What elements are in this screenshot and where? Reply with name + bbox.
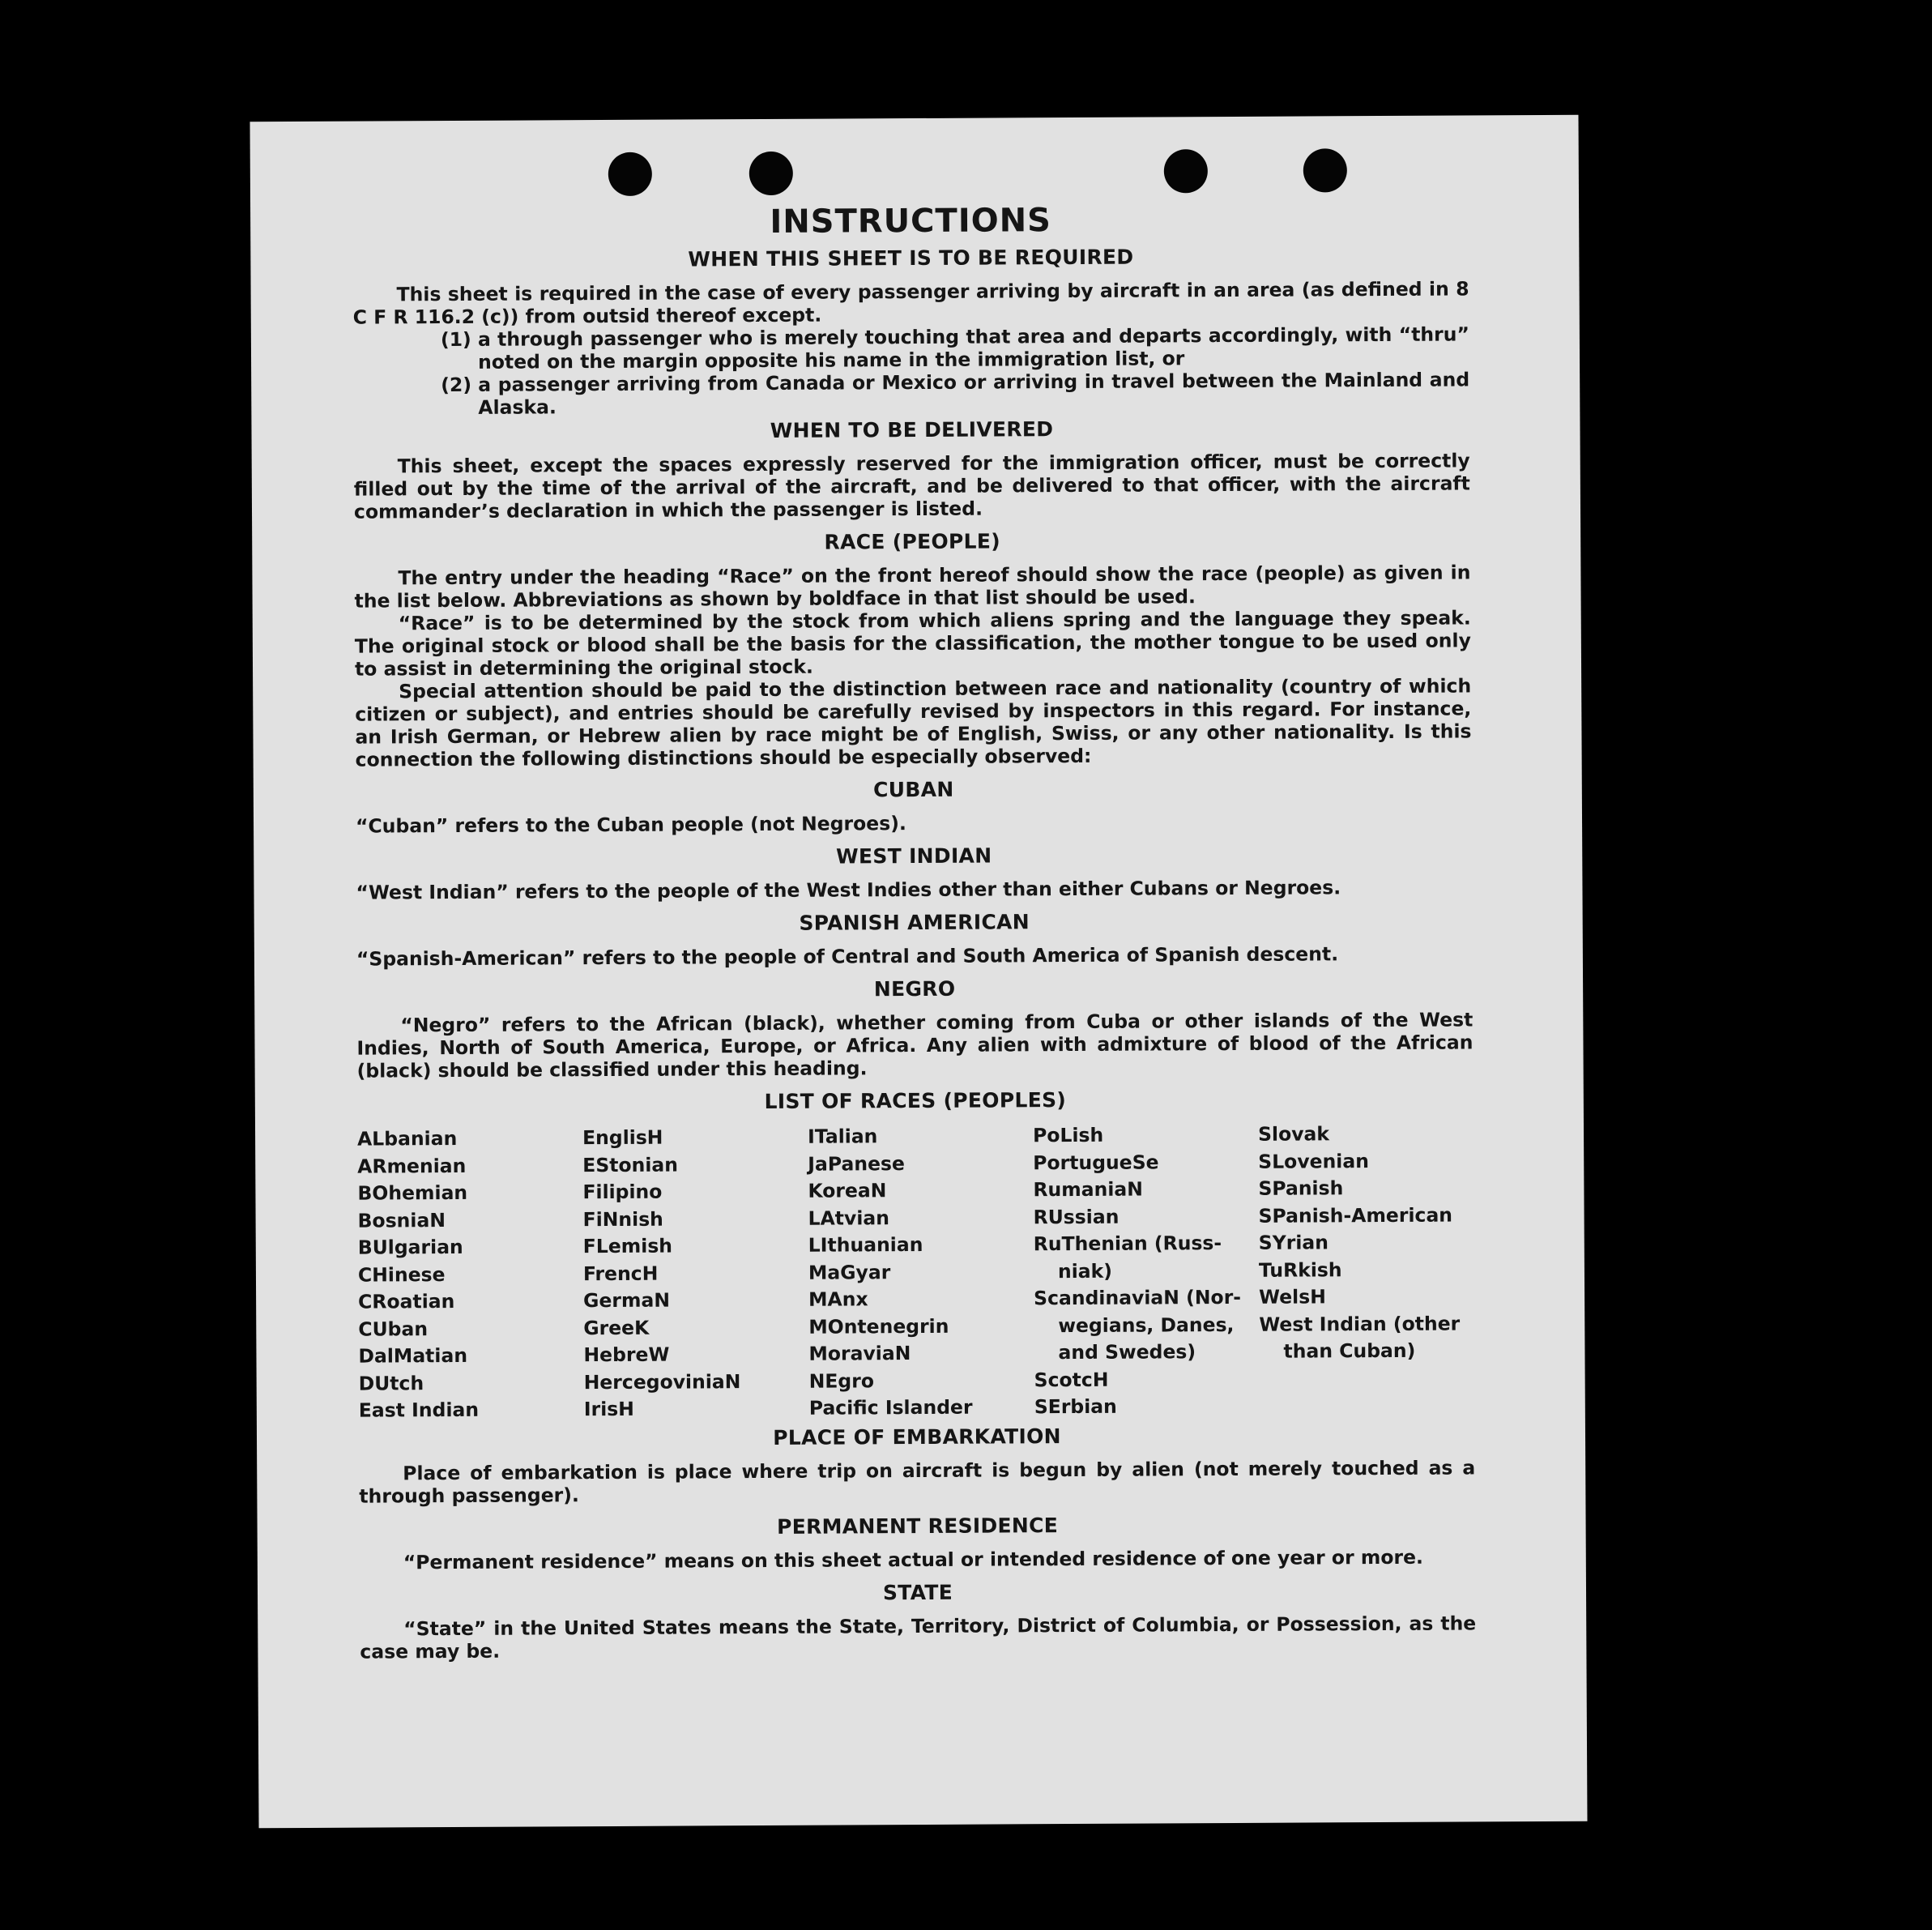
race-entry: DUtch xyxy=(358,1371,424,1395)
item-text: a passenger arriving from Canada or Mexico or arriving in travel between the Mainland and Alaska. xyxy=(478,368,1470,419)
race-entry: SPanish-American xyxy=(1258,1203,1453,1228)
heading-cuban: CUBAN xyxy=(872,777,954,802)
race-entry: CUban xyxy=(358,1317,429,1341)
races-list xyxy=(357,1120,1475,1424)
race-entry: than Cuban) xyxy=(1283,1339,1416,1363)
race-entry: EnglisH xyxy=(582,1125,663,1150)
race-entry: EStonian xyxy=(582,1153,679,1176)
paragraph-west-indian: “West Indian” refers to the people of the West Indies other than either Cubans or Negroes. xyxy=(356,876,1341,904)
race-entry: Filipino xyxy=(582,1180,663,1204)
race-entry: WelsH xyxy=(1259,1285,1326,1309)
heading-races-list: LIST OF RACES (PEOPLES) xyxy=(764,1088,1067,1113)
heading-west-indian: WEST INDIAN xyxy=(836,843,992,869)
race-entry: MaGyar xyxy=(808,1260,891,1284)
punch-hole xyxy=(1164,149,1208,193)
race-entry: FLemish xyxy=(582,1234,673,1258)
race-entry: ARmenian xyxy=(357,1154,467,1178)
heading-delivered: WHEN TO BE DELIVERED xyxy=(770,417,1054,442)
punch-hole xyxy=(749,152,793,195)
race-entry: GreeK xyxy=(583,1316,650,1339)
race-entry: KoreaN xyxy=(808,1179,887,1202)
heading-spanish-american: SPANISH AMERICAN xyxy=(799,910,1030,935)
race-entry: PoLish xyxy=(1032,1123,1104,1147)
paragraph-delivered: This sheet, except the spaces expressly reserved for the immigration officer, must be correctly filled out by the time of the arrival of the aircraft, and be delivered to that officer, with the aircraft commander’s declaration in which the passenger is listed. xyxy=(353,449,1470,523)
item-number: (2) xyxy=(441,373,472,397)
race-entry: MOntenegrin xyxy=(808,1314,949,1339)
races-column-2 xyxy=(582,1124,809,1424)
race-entry: RumaniaN xyxy=(1033,1177,1143,1202)
heading-required: WHEN THIS SHEET IS TO BE REQUIRED xyxy=(688,245,1134,271)
page-title: INSTRUCTIONS xyxy=(770,202,1052,241)
paragraph-required: This sheet is required in the case of every passenger arriving by aircraft in an area (as defined in 8 C F R 116.2 (c)) from outsid thereof except. xyxy=(352,277,1469,329)
instructions-content xyxy=(352,199,1476,1663)
race-entry: SLovenian xyxy=(1258,1149,1369,1173)
race-entry: East Indian xyxy=(358,1398,480,1422)
race-entry: RUssian xyxy=(1033,1205,1120,1228)
race-entry: BOhemian xyxy=(357,1181,468,1205)
race-entry: ITalian xyxy=(807,1125,878,1148)
race-entry: NEgro xyxy=(808,1369,874,1393)
paragraph-race-1: The entry under the heading “Race” on the front hereof should show the race (people) as given in the list below. Abbreviations as shown by boldface in that list should be used. xyxy=(354,561,1471,613)
punch-hole xyxy=(1303,148,1347,192)
heading-residence: PERMANENT RESIDENCE xyxy=(776,1513,1059,1539)
races-column-3 xyxy=(808,1122,1034,1422)
document-sheet xyxy=(249,115,1587,1829)
race-entry: niak) xyxy=(1057,1259,1113,1283)
race-entry: SPanish xyxy=(1258,1176,1344,1200)
race-entry: MoraviaN xyxy=(808,1342,911,1365)
race-entry: DalMatian xyxy=(358,1343,468,1368)
paragraph-residence: “Permanent residence” means on this sheet actual or intended residence of one year or more. xyxy=(403,1545,1423,1573)
race-entry: PortugueSe xyxy=(1033,1150,1159,1174)
paragraph-race-2: “Race” is to be determined by the stock from which aliens spring and the language they speak. The original stock or blood shall be the basis for the classification, the mother tongue to be used only to assist in determining the original stock. xyxy=(354,606,1471,681)
race-entry: FrencH xyxy=(582,1262,659,1285)
race-entry: RuThenian (Russ- xyxy=(1033,1232,1222,1256)
race-entry: SErbian xyxy=(1034,1394,1117,1419)
item-number: (1) xyxy=(440,327,471,352)
race-entry: FiNnish xyxy=(582,1207,663,1231)
race-entry: Slovak xyxy=(1257,1122,1330,1146)
race-entry: ALbanian xyxy=(356,1126,458,1151)
race-entry: LIthuanian xyxy=(808,1232,923,1257)
race-entry: SYrian xyxy=(1258,1231,1329,1254)
race-entry: TuRkish xyxy=(1258,1257,1342,1282)
paragraph-negro: “Negro” refers to the African (black), whether coming from Cuba or other islands of the West Indies, North of South America, Europe, or Africa. Any alien with admixture of blood of the African (black) should be classified under this heading. xyxy=(356,1008,1474,1082)
list-item xyxy=(441,368,1469,419)
race-entry: BUlgarian xyxy=(357,1235,463,1259)
race-entry: CHinese xyxy=(357,1262,446,1287)
race-entry: CRoatian xyxy=(358,1290,455,1313)
punch-hole xyxy=(608,152,652,196)
races-column-1 xyxy=(357,1125,584,1424)
race-entry: HercegoviniaN xyxy=(583,1369,741,1394)
heading-embarkation: PLACE OF EMBARKATION xyxy=(773,1424,1061,1450)
heading-race: RACE (PEOPLE) xyxy=(824,529,1001,554)
paragraph-spanish-american: “Spanish-American” refers to the people of Central and South America of Spanish descent. xyxy=(356,942,1339,971)
race-entry: Pacific Islander xyxy=(808,1395,973,1420)
race-entry: LAtvian xyxy=(808,1206,890,1230)
heading-negro: NEGRO xyxy=(873,976,956,1001)
race-entry: and Swedes) xyxy=(1058,1340,1196,1364)
races-column-5 xyxy=(1258,1120,1485,1420)
heading-state: STATE xyxy=(882,1580,953,1604)
race-entry: JaPanese xyxy=(808,1151,905,1176)
race-entry: IrisH xyxy=(583,1397,634,1421)
paragraph-cuban: “Cuban” refers to the Cuban people (not Negroes). xyxy=(355,812,906,838)
race-entry: HebreW xyxy=(583,1343,670,1367)
race-entry: MAnx xyxy=(808,1287,868,1311)
race-entry: GermaN xyxy=(583,1288,671,1313)
paragraph-embarkation: Place of embarkation is place where trip on aircraft is begun by alien (not merely touched as a through passenger). xyxy=(359,1455,1476,1508)
race-entry: ScandinaviaN (Nor- xyxy=(1034,1285,1242,1310)
race-entry: wegians, Danes, xyxy=(1058,1313,1235,1337)
paragraph-state: “State” in the United States means the State, Territory, District of Columbia, or Possession, as the case may be. xyxy=(360,1611,1477,1663)
item-text: a through passenger who is merely touching that area and departs accordingly, with “thru” noted on the margin opposite his name in the immigration list, or xyxy=(477,322,1469,374)
race-entry: BosniaN xyxy=(357,1208,446,1232)
race-entry: ScotcH xyxy=(1034,1368,1109,1391)
paragraph-race-3: Special attention should be paid to the distinction between race and nationality (country of which citizen or subject), and entries should be carefully revised by inspectors in this regard. For instance, an Irish German, or Hebrew alien by race might be of English, Swiss, or any other nationality. Is this connection the following distinctions should be especially observed: xyxy=(355,674,1472,771)
list-item xyxy=(441,322,1469,374)
race-entry: West Indian (other xyxy=(1259,1312,1461,1336)
races-column-4 xyxy=(1033,1121,1260,1421)
